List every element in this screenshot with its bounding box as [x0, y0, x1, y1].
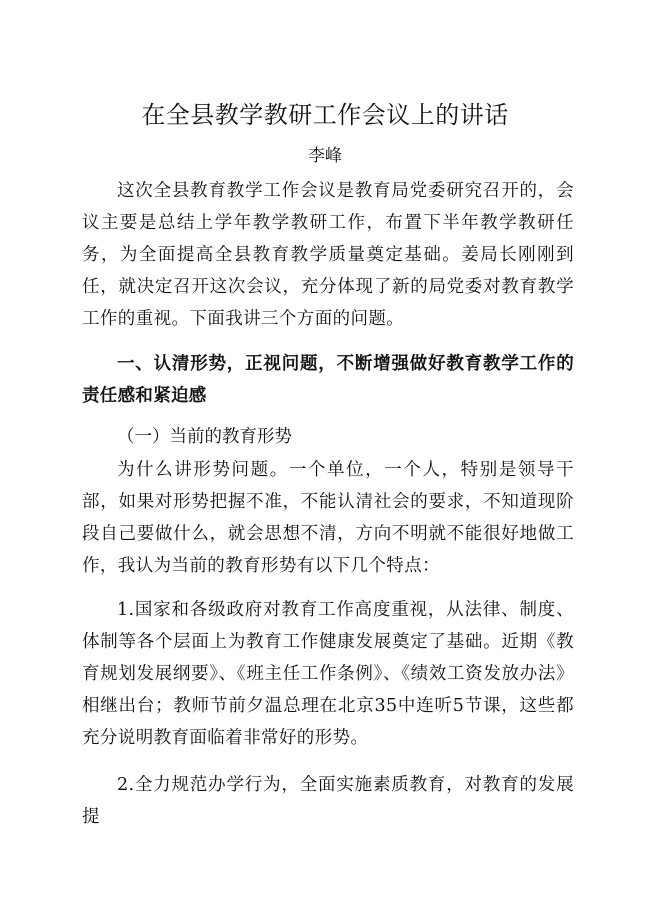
point-1-paragraph: 1.国家和各级政府对教育工作高度重视，从法律、制度、体制等各个层面上为教育工作健康发展奠定了基础。近期《教育规划发展纲要》、《班主任工作条例》、《绩效工资发放办法》相继出台；教师节前夕温总理在北京35中连听5节课，这些都充分说明教育面临着非常好的形势。: [82, 600, 574, 748]
intro-paragraph: 这次全县教育教学工作会议是教育局党委研究召开的，会议主要是总结上学年教学教研工作，布置下半年教学教研任务，为全面提高全县教育教学质量奠定基础。姜局长刚刚到任，就决定召开这次会议，充分体现了新的局党委对教育教学工作的重视。下面我讲三个方面的问题。: [82, 181, 574, 329]
point-2-paragraph: 2.全力规范办学行为，全面实施素质教育，对教育的发展提: [82, 775, 574, 827]
document-title: 在全县教学教研工作会议上的讲话: [141, 101, 509, 129]
subsection-heading-1: （一）当前的教育形势: [117, 427, 292, 447]
subsection-1-paragraph: 为什么讲形势问题。一个单位，一个人，特别是领导干部，如果对形势把握不准，不能认清社会的要求，不知道现阶段自己要做什么，就会思想不清，方向不明就不能很好地做工作，我认为当前的教育形势有以下几个特点：: [82, 460, 574, 576]
author-name: 李峰: [308, 146, 342, 166]
section-heading-1: 一、认清形势，正视问题，不断增强做好教育教学工作的责任感和紧迫感: [82, 354, 574, 406]
